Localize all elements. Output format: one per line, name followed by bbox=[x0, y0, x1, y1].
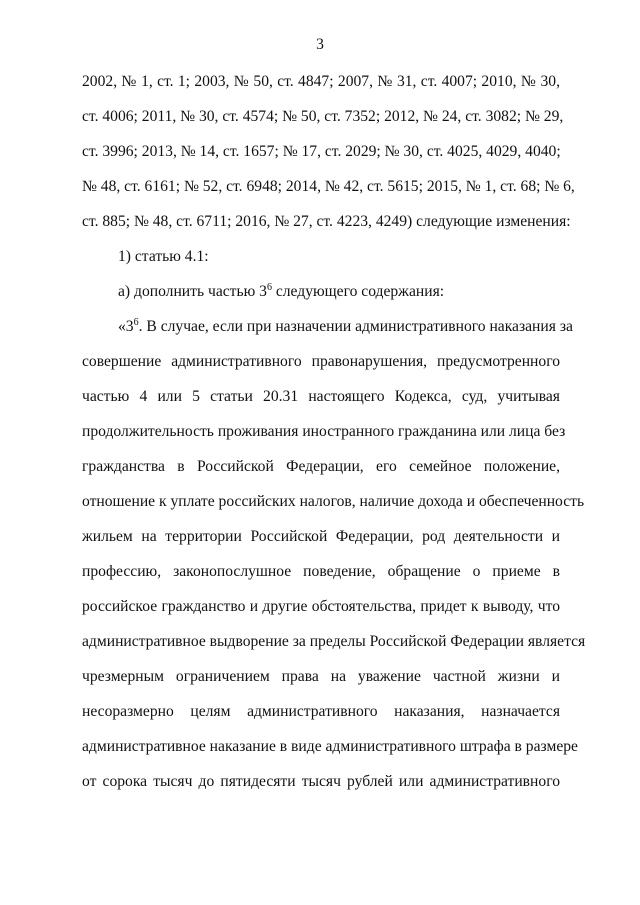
text-fragment: а) дополнить частью 3 bbox=[118, 283, 267, 300]
page-number: 3 bbox=[316, 36, 324, 53]
text-line: № 48, ст. 6161; № 52, ст. 6948; 2014, № 42, ст. 5615; 2015, № 1, ст. 68; № 6, bbox=[82, 178, 575, 195]
text-line: административное наказание в виде административного штрафа в размере bbox=[82, 738, 578, 755]
text-line: профессию, законопослушное поведение, обращение о приеме в bbox=[82, 563, 560, 580]
text-line: 2002, № 1, ст. 1; 2003, № 50, ст. 4847; 2007, № 31, ст. 4007; 2010, № 30, bbox=[82, 73, 560, 90]
text-line: несоразмерно целям административного наказания, назначается bbox=[82, 703, 560, 720]
superscript: 6 bbox=[133, 316, 139, 328]
superscript: 6 bbox=[266, 281, 272, 293]
text-fragment: следующего содержания: bbox=[271, 283, 445, 300]
text-line: гражданства в Российской Федерации, его семейное положение, bbox=[82, 458, 560, 475]
text-line: российское гражданство и другие обстоятельства, придет к выводу, что bbox=[82, 598, 560, 615]
text-line: чрезмерным ограничением права на уважение частной жизни и bbox=[82, 668, 560, 685]
text-line: ст. 885; № 48, ст. 6711; 2016, № 27, ст. 4223, 4249) следующие изменения: bbox=[82, 213, 571, 230]
text-line: жильем на территории Российской Федерации, род деятельности и bbox=[82, 528, 560, 545]
text-line: отношение к уплате российских налогов, наличие дохода и обеспеченность bbox=[82, 493, 585, 510]
quote-start-line bbox=[118, 316, 573, 337]
text-line: от сорока тысяч до пятидесяти тысяч рублей или административного bbox=[82, 773, 560, 790]
list-subitem bbox=[118, 282, 596, 302]
text-fragment: . В случае, если при назначении административного наказания за bbox=[138, 318, 573, 335]
text-line: продолжительность проживания иностранного гражданина или лица без bbox=[82, 423, 566, 440]
text-line: административное выдворение за пределы Российской Федерации является bbox=[82, 633, 586, 650]
text-line: ст. 4006; 2011, № 30, ст. 4574; № 50, ст. 7352; 2012, № 24, ст. 3082; № 29, bbox=[82, 108, 564, 125]
text-fragment: «3 bbox=[118, 318, 134, 335]
text-line: совершение административного правонарушения, предусмотренного bbox=[82, 353, 560, 370]
text-line: частью 4 или 5 статьи 20.31 настоящего Кодекса, суд, учитывая bbox=[82, 388, 560, 405]
text-line: ст. 3996; 2013, № 14, ст. 1657; № 17, ст. 2029; № 30, ст. 4025, 4029, 4040; bbox=[82, 143, 561, 160]
list-item: 1) статью 4.1: bbox=[118, 248, 209, 265]
